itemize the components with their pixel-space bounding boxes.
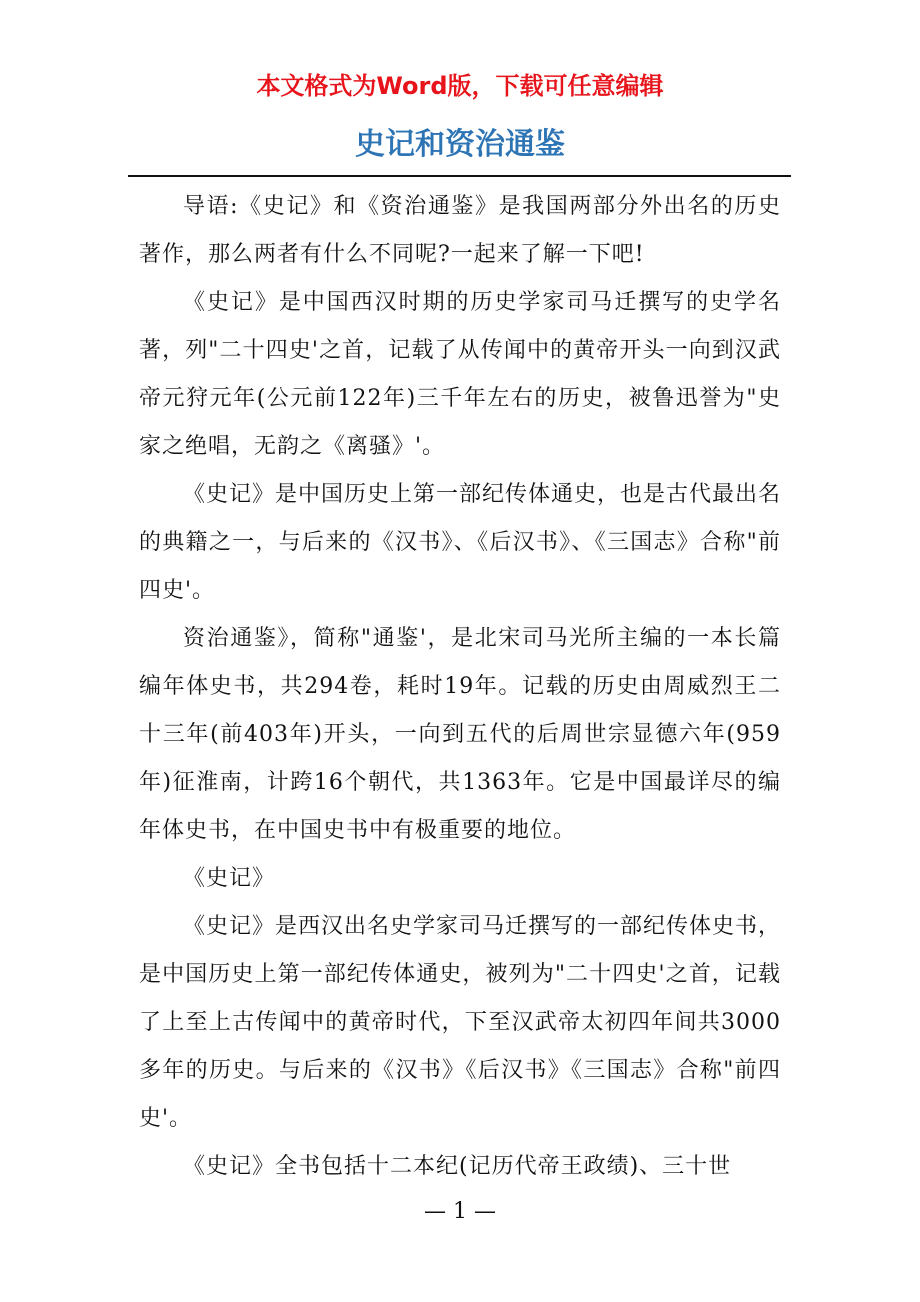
- format-notice-banner: 本文格式为Word版，下载可任意编辑: [256, 72, 664, 100]
- body-paragraph: 《史记》是中国西汉时期的历史学家司马迁撰写的史学名著，列"二十四史'之首，记载了从传闻中的黄帝开头一向到汉武帝元狩元年(公元前122年)三千年左右的历史，被鲁迅誉为"史家之绝唱，无韵之《离骚》'。: [139, 290, 781, 459]
- document-title: 史记和资治通鉴: [355, 127, 565, 162]
- title-divider: [128, 175, 791, 177]
- intro-paragraph: 导语:《史记》和《资治通鉴》是我国两部分外出名的历史著作，那么两者有什么不同呢?一起来了解一下吧!: [139, 194, 781, 267]
- body-paragraph: 资治通鉴》，简称"通鉴'，是北宋司马光所主编的一本长篇编年体史书，共294卷，耗时19年。记载的历史由周威烈王二十三年(前403年)开头，一向到五代的后周世宗显德六年(959年)征淮南，计跨16个朝代，共1363年。它是中国最详尽的编年体史书，在中国史书中有极重要的地位。: [139, 626, 781, 843]
- body-paragraph: 《史记》全书包括十二本纪(记历代帝王政绩)、三十世: [183, 1154, 732, 1179]
- article-body: [139, 183, 781, 1191]
- section-heading: 《史记》: [183, 866, 276, 891]
- body-paragraph: 《史记》是西汉出名史学家司马迁撰写的一部纪传体史书，是中国历史上第一部纪传体通史，被列为"二十四史'之首，记载了上至上古传闻中的黄帝时代，下至汉武帝太初四年间共3000多年的历史。与后来的《汉书》《后汉书》《三国志》合称"前四史'。: [139, 914, 782, 1131]
- body-paragraph: 《史记》是中国历史上第一部纪传体通史，也是古代最出名的典籍之一，与后来的《汉书》、《后汉书》、《三国志》合称"前四史'。: [139, 482, 782, 603]
- page-number: — 1 —: [424, 1199, 496, 1224]
